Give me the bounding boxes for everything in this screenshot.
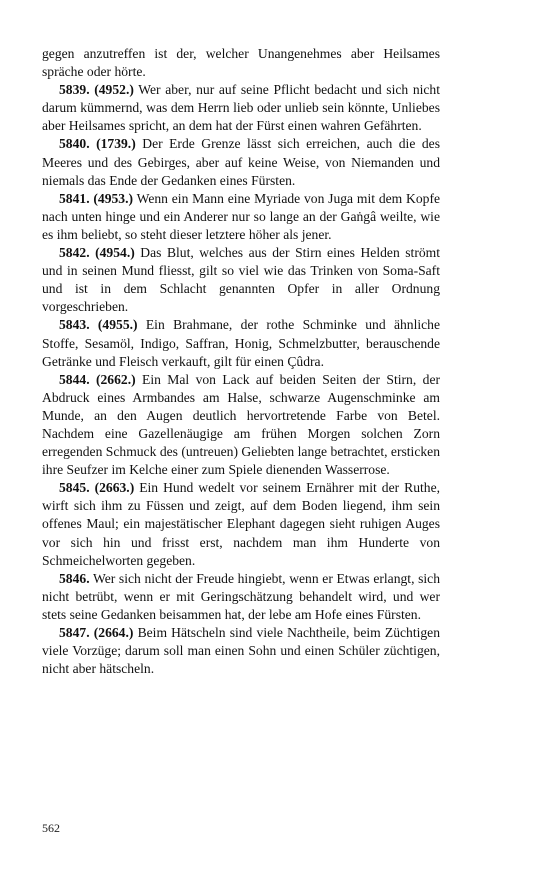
entry-number: 5839. (4952.)	[59, 82, 134, 98]
entry-5845	[42, 479, 440, 569]
entry-number: 5841. (4953.)	[59, 190, 134, 206]
entry-text: Ein Brahmane, der rothe Schminke und ähnliche Stoffe, Sesamöl, Indigo, Saffran, Honig, Schmelzbutter, berauschende Getränke und Fleisch verkauft, gilt für einen Çûdra.	[42, 317, 441, 369]
entry-5841	[42, 190, 440, 244]
entry-number: 5840. (1739.)	[59, 136, 136, 152]
entry-text: Ein Mal von Lack auf beiden Seiten der Stirn, der Abdruck eines Armbandes am Halse, schwarze Augenschminke am Munde, an den Augen deutlich hervortretende Farbe von Betel. Nachdem eine Gazellenäugige am frühen Morgen solchen Zorn erregenden Schmuck des (untreuen) Geliebten lange betrachtet, ersticken ihre Seufzer im Kelche einer zum Spiele dienenden Wasserrose.	[42, 371, 441, 478]
entry-number: 5846.	[59, 570, 90, 586]
entry-text: Wenn ein Mann eine Myriade von Juga mit dem Kopfe nach unten hinge und ein Anderer nur so lange an der Gaṅgâ weilte, wie es ihm beliebt, so steht dieser letztere höher als jener.	[42, 190, 441, 242]
page-body-text	[42, 45, 440, 678]
entry-text: Wer aber, nur auf seine Pflicht bedacht und sich nicht darum kümmernd, was dem Herrn lieb oder unlieb sein könnte, Unliebes aber Heilsames spricht, an dem hat der Fürst einen wahren Gefährten.	[42, 82, 441, 134]
entry-number: 5844. (2662.)	[59, 371, 136, 387]
entry-text: Der Erde Grenze lässt sich erreichen, auch die des Meeres und des Gebirges, aber auf keine Weise, von Niemanden und niemals das Ende der Gedanken eines Fürsten.	[42, 136, 440, 188]
entry-5840	[42, 135, 440, 189]
entry-number: 5842. (4954.)	[59, 245, 135, 261]
entry-5844	[42, 371, 440, 480]
entry-text: Das Blut, welches aus der Stirn eines Helden strömt und in seinen Mund fliesst, gilt so viel wie das Trinken von Soma-Saft und ist in dem Schlacht genannten Opfer in aller Ordnung vorgeschrieben.	[42, 245, 440, 315]
entry-text: Ein Hund wedelt vor seinem Ernährer mit der Ruthe, wirft sich ihm zu Füssen und zeigt, auf dem Boden liegend, ihm sein offenes Maul; ein majestätischer Elephant dagegen sieht ruhigen Auges vor sich hin und frisst erst, nachdem man ihm Hunderte von Schmeichelworten gegeben.	[42, 480, 440, 568]
entry-number: 5847. (2664.)	[59, 625, 134, 640]
entry-5847	[42, 624, 440, 678]
entry-5846	[42, 570, 440, 624]
continuation-paragraph: gegen anzutreffen ist der, welcher Unangenehmes aber Heilsames spräche oder hörte.	[42, 46, 440, 80]
page-number: 562	[42, 821, 60, 835]
entry-text: Wer sich nicht der Freude hingiebt, wenn er Etwas erlangt, sich nicht betrübt, wenn er mit Geringschätzung behandelt wird, und wer stets seine Gedanken beisammen hat, der lebe am Hofe eines Fürsten.	[42, 570, 440, 622]
entry-5843	[42, 316, 440, 370]
entry-text: Beim Hätscheln sind viele Nachtheile, beim Züchtigen viele Vorzüge; darum soll man einen Sohn und einen Schüler züchtigen, nicht aber hätscheln.	[42, 625, 440, 677]
entry-number: 5843. (4955.)	[59, 317, 138, 333]
entry-number: 5845. (2663.)	[59, 480, 135, 496]
entry-5839	[42, 81, 440, 135]
entry-5842	[42, 244, 440, 316]
